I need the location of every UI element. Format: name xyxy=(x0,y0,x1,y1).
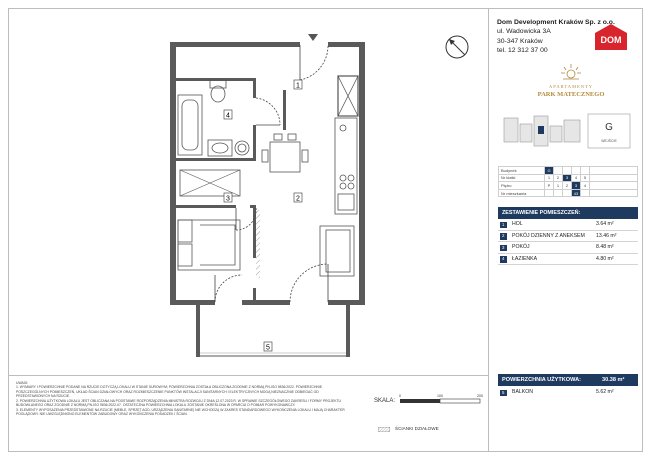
spec-row-floor xyxy=(499,182,638,190)
total-area-value: 30.38 m² xyxy=(602,377,625,383)
room-area: 8.48 m² xyxy=(596,244,614,251)
spec-cell: 43 xyxy=(572,189,581,197)
spec-row-building xyxy=(499,167,638,175)
spec-cell: 4 xyxy=(572,174,581,182)
balcony-door-right xyxy=(290,264,328,302)
room-area: 4.80 m² xyxy=(596,255,614,262)
room-area: 13.46 m² xyxy=(596,232,617,239)
partition-hatch xyxy=(256,210,260,278)
note-paragraph: 3. ELEMENTY WYPOSAŻENIA PRZEDSTAWIONE NA RZUCIE (MEBLE, SPRZĘT AGD, URZĄDZENIA SANITARNE) NIE WCHODZĄ W ZAKRES STANDARDOWEGO WYKOŃCZENIA LOKALU I MAJĄ CHARAKTER POGLĄDOWY. NIE UWZGLĘDNIONO ELEMENTÓW ZABUDOWY ORAZ WYKOŃCZENIA POSADZEK I ŚCIAN. xyxy=(16,407,345,417)
spec-cell: 3 xyxy=(563,174,572,182)
spec-row-apartment-number xyxy=(499,189,638,197)
spec-cell: 4 xyxy=(581,182,590,190)
room-row xyxy=(498,242,638,254)
room-number: 4 xyxy=(500,256,507,263)
scale-label: SKALA: xyxy=(374,398,396,404)
brand-logo xyxy=(521,62,621,102)
dining-table xyxy=(262,134,308,172)
balcony-name: BALKON xyxy=(512,389,534,395)
spec-cell: 5 xyxy=(581,174,590,182)
total-area-label: POWIERZCHNIA UŻYTKOWA: xyxy=(502,377,582,383)
scale-bar xyxy=(398,392,484,408)
spec-label: Budynek xyxy=(499,167,545,175)
divider-vertical xyxy=(488,8,489,452)
company-city: 30-347 Kraków xyxy=(497,37,543,45)
sofa xyxy=(320,226,354,276)
wardrobe xyxy=(180,170,240,196)
spec-label: Nr mieszkania xyxy=(499,189,545,197)
spec-cell: 1 xyxy=(545,174,554,182)
spec-label: Nr klatki xyxy=(499,174,545,182)
spec-cell: G xyxy=(545,167,554,175)
apartment-marker xyxy=(538,126,544,134)
sun-emblem-icon xyxy=(561,64,581,79)
partition-hatch-icon xyxy=(378,427,390,432)
outer-walls xyxy=(170,42,365,305)
room-name: POKÓJ xyxy=(512,244,530,251)
plan-label-2: 2 xyxy=(296,195,300,203)
front-door xyxy=(300,45,328,80)
dom-logo xyxy=(593,22,629,52)
company-phone: tel. 12 312 37 00 xyxy=(497,46,548,54)
room-name: HOL xyxy=(512,221,523,227)
spec-cell: P xyxy=(545,182,554,190)
apartment-specs-table xyxy=(498,166,638,197)
hall-partition xyxy=(283,90,286,130)
room-number: 3 xyxy=(500,245,507,252)
balcony-row xyxy=(498,387,638,399)
scale-tick-100: 100 xyxy=(437,394,443,398)
brand-line2: PARK MATECZNEGO xyxy=(537,91,605,98)
rooms-heading: ZESTAWIENIE POMIESZCZEŃ: xyxy=(498,207,638,219)
entrance-arrow xyxy=(308,34,318,41)
room-name: ŁAZIENKA xyxy=(512,255,538,262)
brand-line1: APARTAMENTY xyxy=(549,84,593,89)
plan-label-4: 4 xyxy=(226,112,230,120)
room-row xyxy=(498,254,638,266)
spec-row-staircase xyxy=(499,174,638,182)
bathroom-door xyxy=(256,98,280,125)
key-plan xyxy=(498,110,638,158)
compass-icon xyxy=(444,34,470,60)
keyplan-letter: G xyxy=(605,122,613,133)
company-street: ul. Wadowicka 3A xyxy=(497,28,551,36)
plan-label-3: 3 xyxy=(226,195,230,203)
divider-horizontal xyxy=(8,375,488,376)
note-paragraph: 1. WYMIARY I POWIERZCHNIE PODANE NA RZUCIE DOTYCZĄ LOKALU W STANIE SUROWYM; POWIERZCHNIA ZOSTAŁA OBLICZONA ZGODNIE Z NORMĄ PN-ISO 9836:2022. POWIERZCHNIE POSZCZEGÓLNYCH POMIESZCZEŃ, UKŁAD ŚCIAN DZIAŁOWYCH ORAZ ROZMIESZCZENIE PUNKTÓW INSTALACJI SANITARNYCH I ELEKTRYCZNYCH MOGĄ NIEZNACZNIE ODBIEGAĆ OD PRZEDSTAWIONYCH NA RZUCIE. xyxy=(16,385,323,399)
spec-cell: 2 xyxy=(554,174,563,182)
spec-cell: 2 xyxy=(563,182,572,190)
balcony-number: 5 xyxy=(500,390,507,397)
spec-cell: 1 xyxy=(554,182,563,190)
bathroom-walls xyxy=(176,78,256,161)
scale-tick-0: 0 xyxy=(399,394,401,398)
balcony xyxy=(196,305,350,357)
keyplan-label: WEJŚCIE xyxy=(601,139,617,143)
bed xyxy=(178,220,240,270)
room-row xyxy=(498,219,638,231)
room-name: POKÓJ DZIENNY Z ANEKSEM xyxy=(512,232,585,239)
room-number: 2 xyxy=(500,233,507,240)
note-paragraph: 2. POWIERZCHNIA UŻYTKOWA LOKALU JEST OBLICZANA NA PODSTAWIE ROZPORZĄDZENIA MINISTRA ROZWOJU Z DNIA 12.07.2023 R. W SPRAWIE SZCZEGÓŁOWEGO ZAKRESU I FORMY PROJEKTU BUDOWLANEGO ORAZ ZGODNIE Z NORMĄ PN-ISO 9836:2022-07. OSTATECZNA POWIERZCHNIA LOKALU ZOSTANIE OKREŚLONA W OPARCIU O POMIAR POWYKONAWCZY. xyxy=(16,398,341,408)
room-row xyxy=(498,231,638,243)
total-area-bar xyxy=(498,374,638,386)
room-area: 3.64 m² xyxy=(596,221,614,227)
spec-cell: 3 xyxy=(572,182,581,190)
room-number: 1 xyxy=(500,222,507,229)
bedroom-partition xyxy=(176,205,256,300)
balcony-door-left xyxy=(215,275,242,302)
company-name: Dom Development Kraków Sp. z o.o. xyxy=(497,19,615,26)
balcony-area: 5.62 m² xyxy=(596,389,614,395)
kitchen-counter xyxy=(335,118,357,214)
spec-label: Piętro xyxy=(499,182,545,190)
plan-label-5: 5 xyxy=(266,344,270,352)
notes xyxy=(16,381,352,417)
plan-label-1: 1 xyxy=(296,82,300,90)
bathroom-fixtures xyxy=(178,80,249,156)
scale-tick-200: 200 xyxy=(477,394,483,398)
dom-logo-text: DOM xyxy=(600,35,622,45)
notes-heading: UWAGI: xyxy=(16,381,29,385)
legend-label: ŚCIANKI DZIAŁOWE xyxy=(395,426,439,431)
floor-plan xyxy=(150,30,410,365)
installation-shaft xyxy=(338,76,358,116)
rooms-list xyxy=(498,219,638,265)
